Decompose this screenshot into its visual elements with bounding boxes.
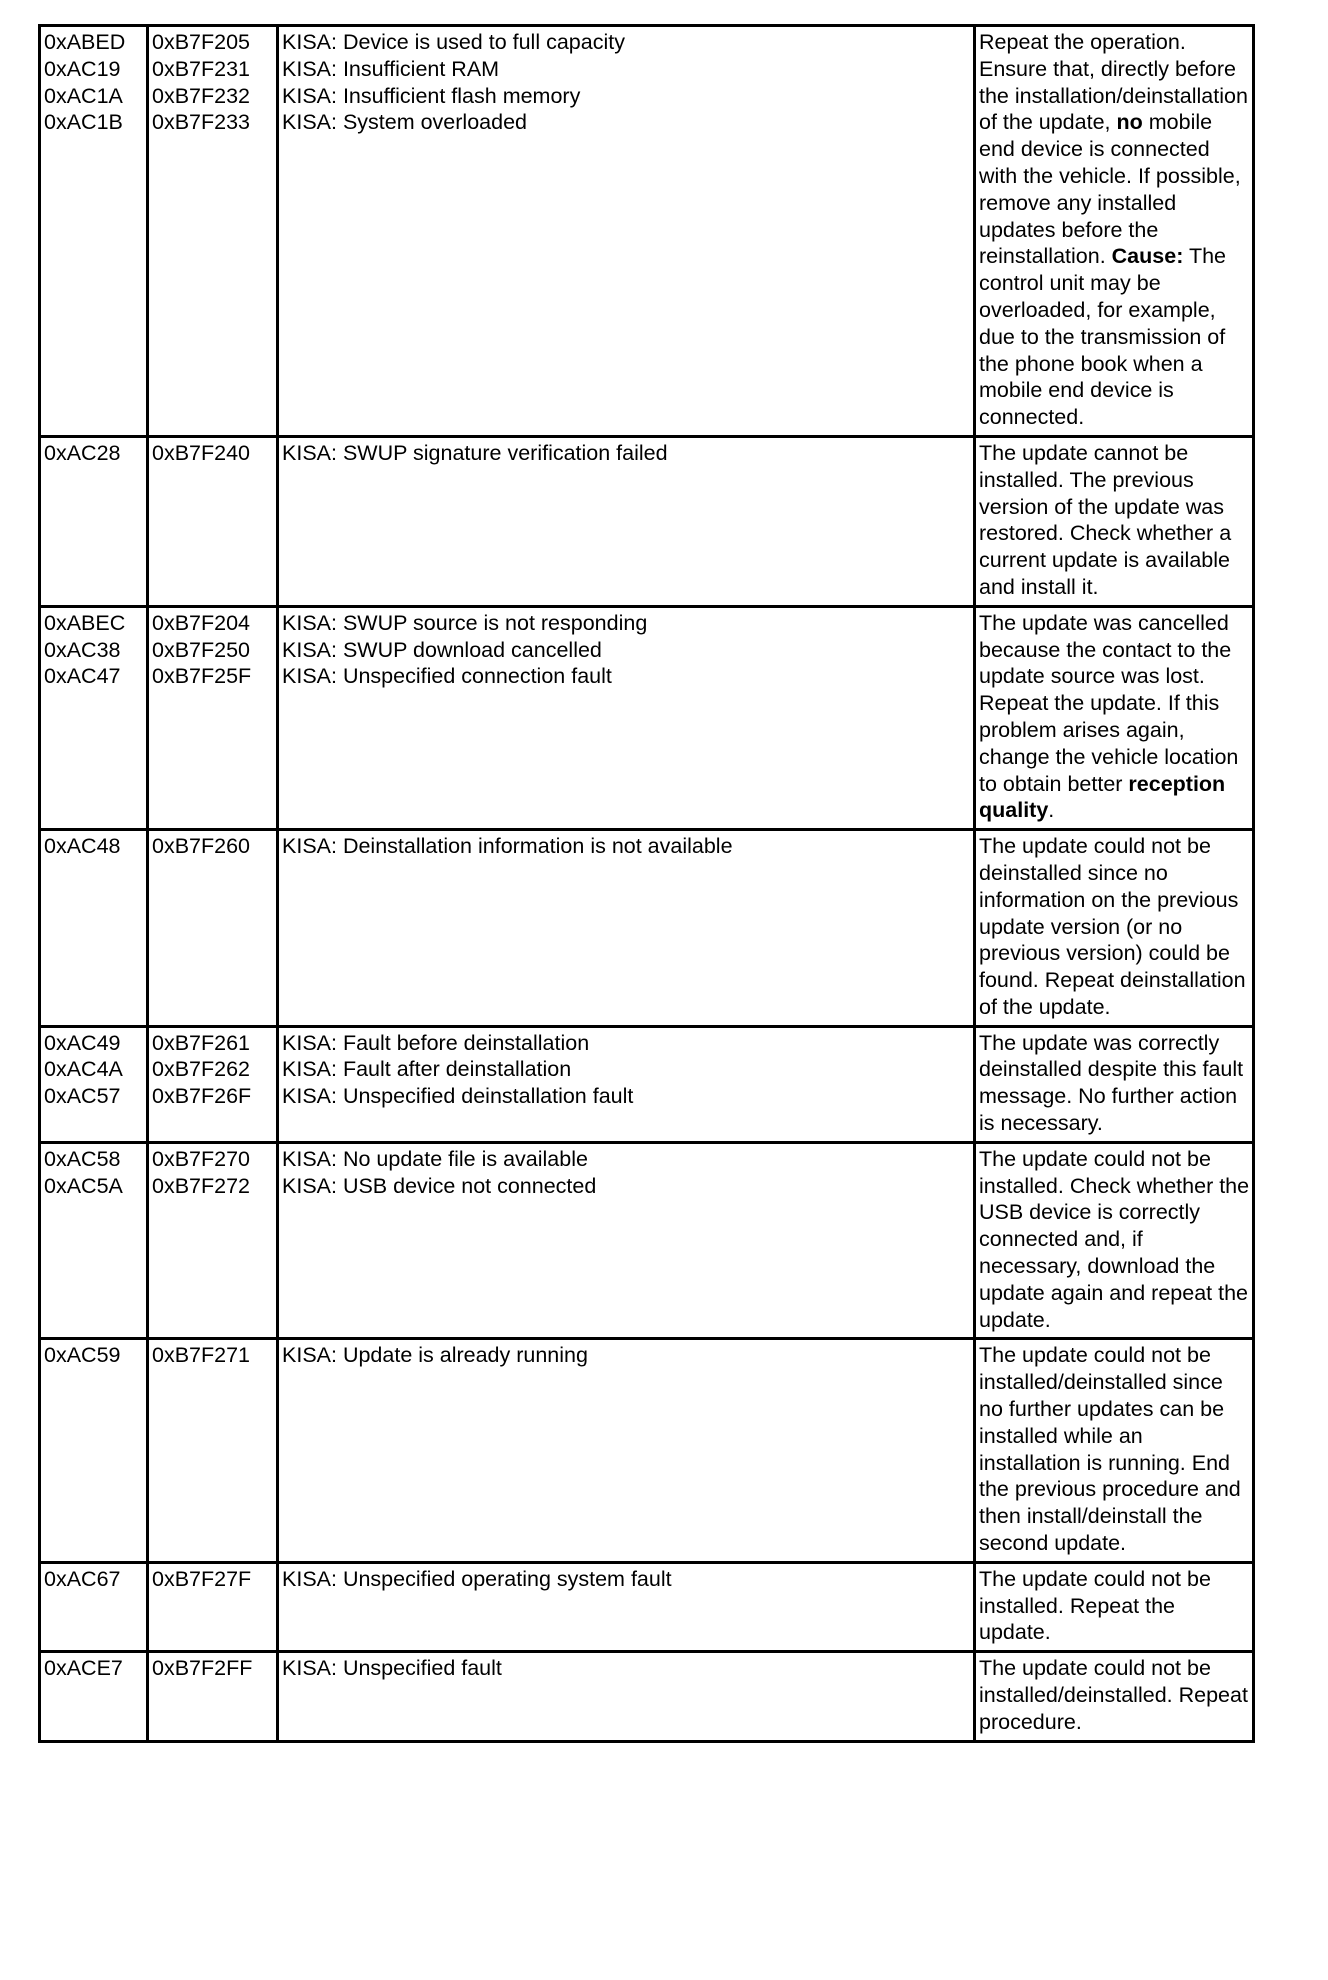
fault-code: 0xB7F261: [152, 1030, 251, 1055]
fault-code-cell: [148, 1652, 278, 1741]
fault-description: KISA: Unspecified deinstallation fault: [282, 1084, 634, 1109]
remedy-text: The update could not be installed/deinstalled. Repeat procedure.: [979, 1656, 1248, 1734]
fault-code: 0xB7F25F: [152, 664, 252, 689]
fault-code-cell: [148, 830, 278, 1027]
dtc-code-cell: [40, 606, 148, 829]
fault-code: 0xB7F270: [152, 1146, 251, 1171]
fault-code: 0xB7F272: [152, 1173, 251, 1198]
dtc-code: 0xABEC: [44, 610, 126, 635]
description-cell: [278, 830, 975, 1027]
dtc-code-cell: [40, 1026, 148, 1142]
fault-code-cell: [148, 1339, 278, 1562]
description-cell: [278, 1339, 975, 1562]
fault-code: 0xB7F26F: [152, 1084, 252, 1109]
fault-description: KISA: Unspecified operating system fault: [282, 1566, 672, 1591]
dtc-code: 0xAC58: [44, 1146, 121, 1171]
dtc-code-cell: [40, 1142, 148, 1339]
fault-code: 0xB7F233: [152, 110, 251, 135]
dtc-code-cell: [40, 26, 148, 437]
fault-code-cell: [148, 1026, 278, 1142]
dtc-code: 0xAC19: [44, 56, 121, 81]
fault-code: 0xB7F232: [152, 83, 251, 108]
description-cell: [278, 606, 975, 829]
remedy-cell: [975, 1339, 1254, 1562]
dtc-code: 0xAC28: [44, 440, 121, 465]
fault-code: 0xB7F231: [152, 56, 251, 81]
fault-code-cell: [148, 1142, 278, 1339]
dtc-code: 0xAC57: [44, 1084, 121, 1109]
fault-description: KISA: Insufficient flash memory: [282, 83, 581, 108]
fault-code: 0xB7F27F: [152, 1566, 252, 1591]
fault-code-cell: [148, 436, 278, 606]
fault-code: 0xB7F2FF: [152, 1656, 253, 1681]
remedy-cell: [975, 1652, 1254, 1741]
fault-description: KISA: USB device not connected: [282, 1173, 597, 1198]
fault-description: KISA: Unspecified connection fault: [282, 664, 612, 689]
table-row: [40, 830, 1254, 1027]
remedy-text: Repeat the operation. Ensure that, directly before the installation/deinstallation of the update,: [979, 30, 1248, 135]
remedy-text: The update could not be installed. Check whether the USB device is correctly connected and, if necessary, download the update again and repeat the update.: [979, 1146, 1250, 1332]
fault-code-table-body: [40, 26, 1254, 1742]
fault-description: KISA: SWUP source is not responding: [282, 610, 648, 635]
remedy-cell: [975, 1562, 1254, 1651]
remedy-text: The update could not be deinstalled since no information on the previous update version (or no previous version) could be found. Repeat deinstallation of the update.: [979, 834, 1246, 1019]
remedy-cell: [975, 606, 1254, 829]
fault-description: KISA: Device is used to full capacity: [282, 30, 625, 54]
remedy-text: .: [1048, 798, 1055, 823]
fault-code: 0xB7F204: [152, 610, 251, 635]
remedy-text: The update could not be installed. Repeat the update.: [979, 1566, 1211, 1645]
dtc-code: 0xABED: [44, 30, 126, 54]
fault-description: KISA: Fault before deinstallation: [282, 1030, 590, 1055]
description-cell: [278, 1026, 975, 1142]
table-row: [40, 1142, 1254, 1339]
table-row: [40, 606, 1254, 829]
fault-description: KISA: Update is already running: [282, 1343, 588, 1368]
dtc-code: 0xAC47: [44, 664, 121, 689]
remedy-text: The update cannot be installed. The previous version of the update was restored. Check whether a current update is available and install it.: [979, 440, 1232, 599]
fault-code-cell: [148, 1562, 278, 1651]
dtc-code: 0xAC67: [44, 1566, 121, 1591]
dtc-code-cell: [40, 1339, 148, 1562]
dtc-code: 0xAC59: [44, 1343, 121, 1368]
dtc-code: 0xAC1A: [44, 83, 123, 108]
description-cell: [278, 436, 975, 606]
fault-code: 0xB7F262: [152, 1057, 251, 1082]
dtc-code-cell: [40, 1652, 148, 1741]
dtc-code: 0xAC48: [44, 834, 121, 859]
fault-code: 0xB7F205: [152, 30, 251, 54]
fault-code-cell: [148, 606, 278, 829]
remedy-text: The update could not be installed/deinstalled since no further updates can be installed while an installation is running. End the previous procedure and then install/deinstall the second update.: [979, 1343, 1241, 1556]
fault-code: 0xB7F250: [152, 637, 251, 662]
description-cell: [278, 1142, 975, 1339]
dtc-code-cell: [40, 436, 148, 606]
fault-description: KISA: System overloaded: [282, 110, 527, 135]
dtc-code: 0xAC49: [44, 1030, 121, 1055]
dtc-code: 0xAC4A: [44, 1057, 123, 1082]
fault-code: 0xB7F260: [152, 834, 251, 859]
fault-description: KISA: SWUP download cancelled: [282, 637, 602, 662]
dtc-code: 0xACE7: [44, 1656, 123, 1681]
remedy-text: The control unit may be overloaded, for example, due to the transmission of the phone book when a mobile end device is connected.: [979, 244, 1226, 430]
remedy-cell: [975, 830, 1254, 1027]
dtc-code: 0xAC1B: [44, 110, 123, 135]
description-cell: [278, 1652, 975, 1741]
fault-code: 0xB7F271: [152, 1343, 251, 1368]
fault-description: KISA: Insufficient RAM: [282, 56, 500, 81]
table-row: [40, 1026, 1254, 1142]
fault-code-table: [38, 24, 1255, 1743]
remedy-text: mobile end device is connected with the vehicle. If possible, remove any installed updates before the reinstallation.: [979, 110, 1241, 269]
table-row: [40, 26, 1254, 437]
dtc-code-cell: [40, 830, 148, 1027]
remedy-cell: [975, 1026, 1254, 1142]
remedy-text: The update was cancelled because the contact to the update source was lost. Repeat the update. If this problem arises again, change the vehicle location to obtain better: [979, 610, 1239, 796]
dtc-code-cell: [40, 1562, 148, 1651]
fault-description: KISA: No update file is available: [282, 1146, 588, 1171]
fault-description: KISA: Unspecified fault: [282, 1656, 502, 1681]
fault-description: KISA: Fault after deinstallation: [282, 1057, 572, 1082]
remedy-cell: [975, 1142, 1254, 1339]
dtc-code: 0xAC38: [44, 637, 121, 662]
fault-description: KISA: Deinstallation information is not available: [282, 834, 733, 859]
fault-code: 0xB7F240: [152, 440, 251, 465]
table-row: [40, 1562, 1254, 1651]
table-row: [40, 436, 1254, 606]
remedy-emphasis: reception quality: [979, 771, 1226, 823]
table-row: [40, 1652, 1254, 1741]
remedy-emphasis: no: [1116, 110, 1143, 135]
remedy-cell: [975, 26, 1254, 437]
table-row: [40, 1339, 1254, 1562]
description-cell: [278, 26, 975, 437]
dtc-code: 0xAC5A: [44, 1173, 123, 1198]
remedy-cell: [975, 436, 1254, 606]
description-cell: [278, 1562, 975, 1651]
remedy-emphasis: Cause:: [1111, 244, 1184, 269]
fault-code-cell: [148, 26, 278, 437]
remedy-text: The update was correctly deinstalled despite this fault message. No further action is necessary.: [979, 1030, 1244, 1136]
fault-description: KISA: SWUP signature verification failed: [282, 440, 668, 465]
